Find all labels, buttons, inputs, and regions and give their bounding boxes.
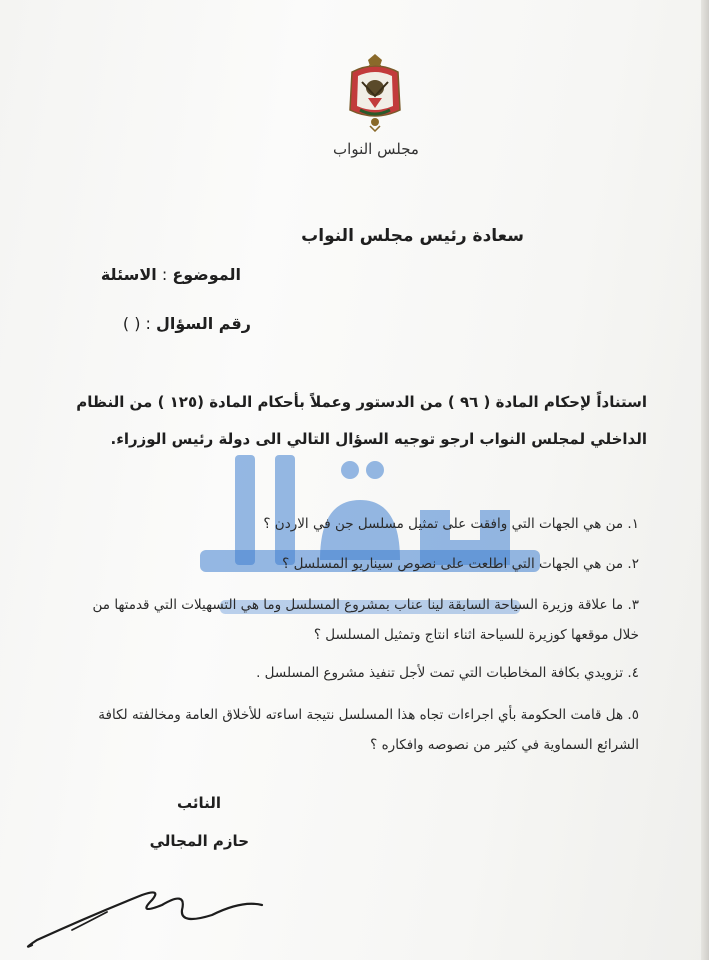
question-4: ٤. تزويدي بكافة المخاطبات التي تمت لأجل تنفيذ مشروع المسلسل . — [256, 665, 639, 681]
question-number-line: رقم السؤال : ( ) — [122, 314, 251, 333]
subject-label: الموضوع — [172, 265, 241, 284]
question-5-line-2: الشرائع السماوية في كثير من نصوصه وافكاره ؟ — [370, 737, 639, 753]
handwritten-signature — [12, 870, 292, 960]
question-2: ٢. من هي الجهات التي اطلعت على نصوص سيناريو المسلسل ؟ — [282, 556, 639, 572]
subject-value: الاسئلة — [100, 265, 157, 284]
question-1: ١. من هي الجهات التي وافقت على تمثيل مسلسل جن في الاردن ؟ — [263, 516, 639, 532]
signatory-title: النائب — [176, 794, 221, 812]
question-3-line-2: خلال موقعها كوزيرة للسياحة اثناء انتاج وتمثيل المسلسل ؟ — [313, 627, 639, 643]
question-5-line-1: ٥. هل قامت الحكومة بأي اجراءات تجاه هذا المسلسل نتيجة اساءته للأخلاق العامة ومخالفته لكافة — [98, 707, 639, 723]
coat-of-arms-icon — [340, 52, 410, 132]
question-number-label: رقم السؤال — [156, 314, 251, 333]
addressee-heading: سعادة رئيس مجلس النواب — [301, 226, 524, 246]
page-edge-shadow — [701, 0, 709, 960]
watermark-logo — [180, 440, 580, 650]
intro-line-2: الداخلي لمجلس النواب ارجو توجيه السؤال التالي الى دولة رئيس الوزراء. — [110, 430, 647, 448]
house-name: مجلس النواب — [333, 140, 419, 158]
subject-line: الموضوع : الاسئلة — [100, 265, 241, 284]
signatory-name: حازم المجالي — [149, 832, 249, 850]
question-3-line-1: ٣. ما علاقة وزيرة السياحة السابقة لينا عناب بمشروع المسلسل وما هي التسهيلات التي قدمتها من — [92, 597, 639, 613]
intro-line-1: استناداً لإحكام المادة ( ٩٦ ) من الدستور وعملاً بأحكام المادة (١٢٥ ) من النظام — [76, 393, 647, 411]
question-number-value: ( ) — [122, 314, 141, 333]
